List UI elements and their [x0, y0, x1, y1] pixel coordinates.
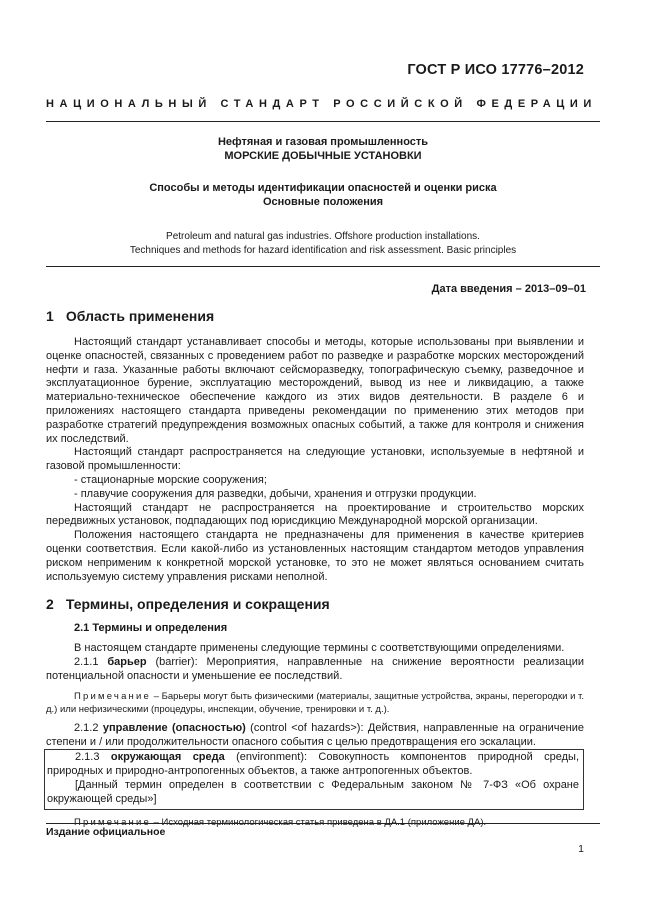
title-main: МОРСКИЕ ДОБЫЧНЫЕ УСТАНОВКИ: [224, 150, 422, 162]
term-entry-barrier: 2.1.1 барьер (barrier): Мероприятия, направленные на снижение вероятности реализации потенциальной опасности и уменьшение ее последствий.: [46, 656, 584, 682]
title-subtitle: Основные положения: [262, 196, 384, 208]
section2-heading: 2 Термины, определения и сокращения: [46, 596, 330, 613]
title-sector: Нефтяная и газовая промышленность: [217, 136, 429, 148]
term-entry-environment: 2.1.3 окружающая среда (environment): Совокупность компонентов природной среды, природных и природно-антропогенных объектов, а также антропогенных объектов.: [47, 751, 580, 778]
section1-paragraph: Настоящий стандарт устанавливает способы и методы, которые использованы при выявлении и оценке опасностей, связанных с проведением работ по разведке и разработке морских месторождений нефти и газа. Указанные работы включают сейсморазведку, топографическую съемку, разведочное и эксплуатационное бурение, эксплуатацию месторождений, вывод из нее и ликвидацию, а также материально-техническое обеспечение каждого из этих видов деятельности. В разделе 6 и приложениях настоящего стандарта приведены рекомендации по применению этих методов при разработке стратегий предупреждения возможных опасных событий, а также для контроля и снижения их последствий.: [46, 336, 584, 445]
note-barrier: Примечание – Барьеры могут быть физическими (материалы, защитные устройства, экраны, перегородки и т. д.) или нефизическими (процедуры, инспекции, обучение, тренировки и т. д.).: [46, 690, 584, 716]
gost-number: ГОСТ Р ИСО 17776–2012: [407, 62, 584, 78]
divider-bottom: [46, 823, 600, 824]
title-subject: Способы и методы идентификации опасностей и оценки риска: [149, 182, 497, 194]
section1-paragraph: Настоящий стандарт распространяется на следующие установки, используемые в нефтяной и газовой промышленности:: [46, 446, 584, 473]
section1-heading: 1 Область применения: [46, 308, 215, 324]
title-sector-block: [46, 135, 600, 163]
title-subject-block: [46, 181, 600, 209]
term-reference: [Данный термин определен в соответствии с Федеральным законом № 7-ФЗ «Об охране окружающей среды»]: [47, 778, 579, 805]
divider-top: [46, 121, 600, 122]
section1-paragraph: Положения настоящего стандарта не предназначены для применения в качестве критериев оценки соответствия. Если какой-либо из установленных настоящим стандартом методов управления риском неприменим к конкретной морской установке, то это не может являться основанием считать используемую систему управления рисками неполной.: [46, 529, 584, 583]
national-standard-banner: НАЦИОНАЛЬНЫЙ СТАНДАРТ РОССИЙСКОЙ ФЕДЕРАЦИИ: [46, 98, 597, 110]
list-item: - стационарные морские сооружения;: [74, 473, 267, 486]
terms-intro: В настоящем стандарте применены следующие термины с соответствующими определениями.: [74, 642, 565, 655]
page-number: 1: [578, 843, 584, 855]
section1-paragraph: Настоящий стандарт не распространяется на проектирование и строительство морских передвижных установок, подпадающих под юрисдикцию Международной морской организации.: [46, 501, 584, 528]
divider-middle: [46, 266, 600, 267]
list-item: - плавучие сооружения для разведки, добычи, хранения и отгрузки продукции.: [74, 487, 477, 500]
subsection-heading: 2.1 Термины и определения: [74, 622, 228, 635]
document-body: [46, 308, 584, 829]
term-entry-control: 2.1.2 управление (опасностью) (control <of hazards>): Действия, направленные на ограничение степени и / или продолжительности опасного события с целью предотвращения его эскалации.: [46, 721, 584, 748]
title-english-line2: Techniques and methods for hazard identification and risk assessment. Basic principles: [129, 245, 517, 256]
title-english-block: [46, 230, 600, 258]
intro-date: Дата введения – 2013–09–01: [431, 283, 586, 295]
note-environment: Примечание – Исходная терминологическая статья приведена в ДА.1 (приложение ДА).: [74, 816, 487, 828]
term-entry-environment-box: [44, 749, 584, 809]
title-english-line1: Petroleum and natural gas industries. Offshore production installations.: [166, 231, 480, 242]
edition-label: Издание официальное: [46, 826, 166, 838]
